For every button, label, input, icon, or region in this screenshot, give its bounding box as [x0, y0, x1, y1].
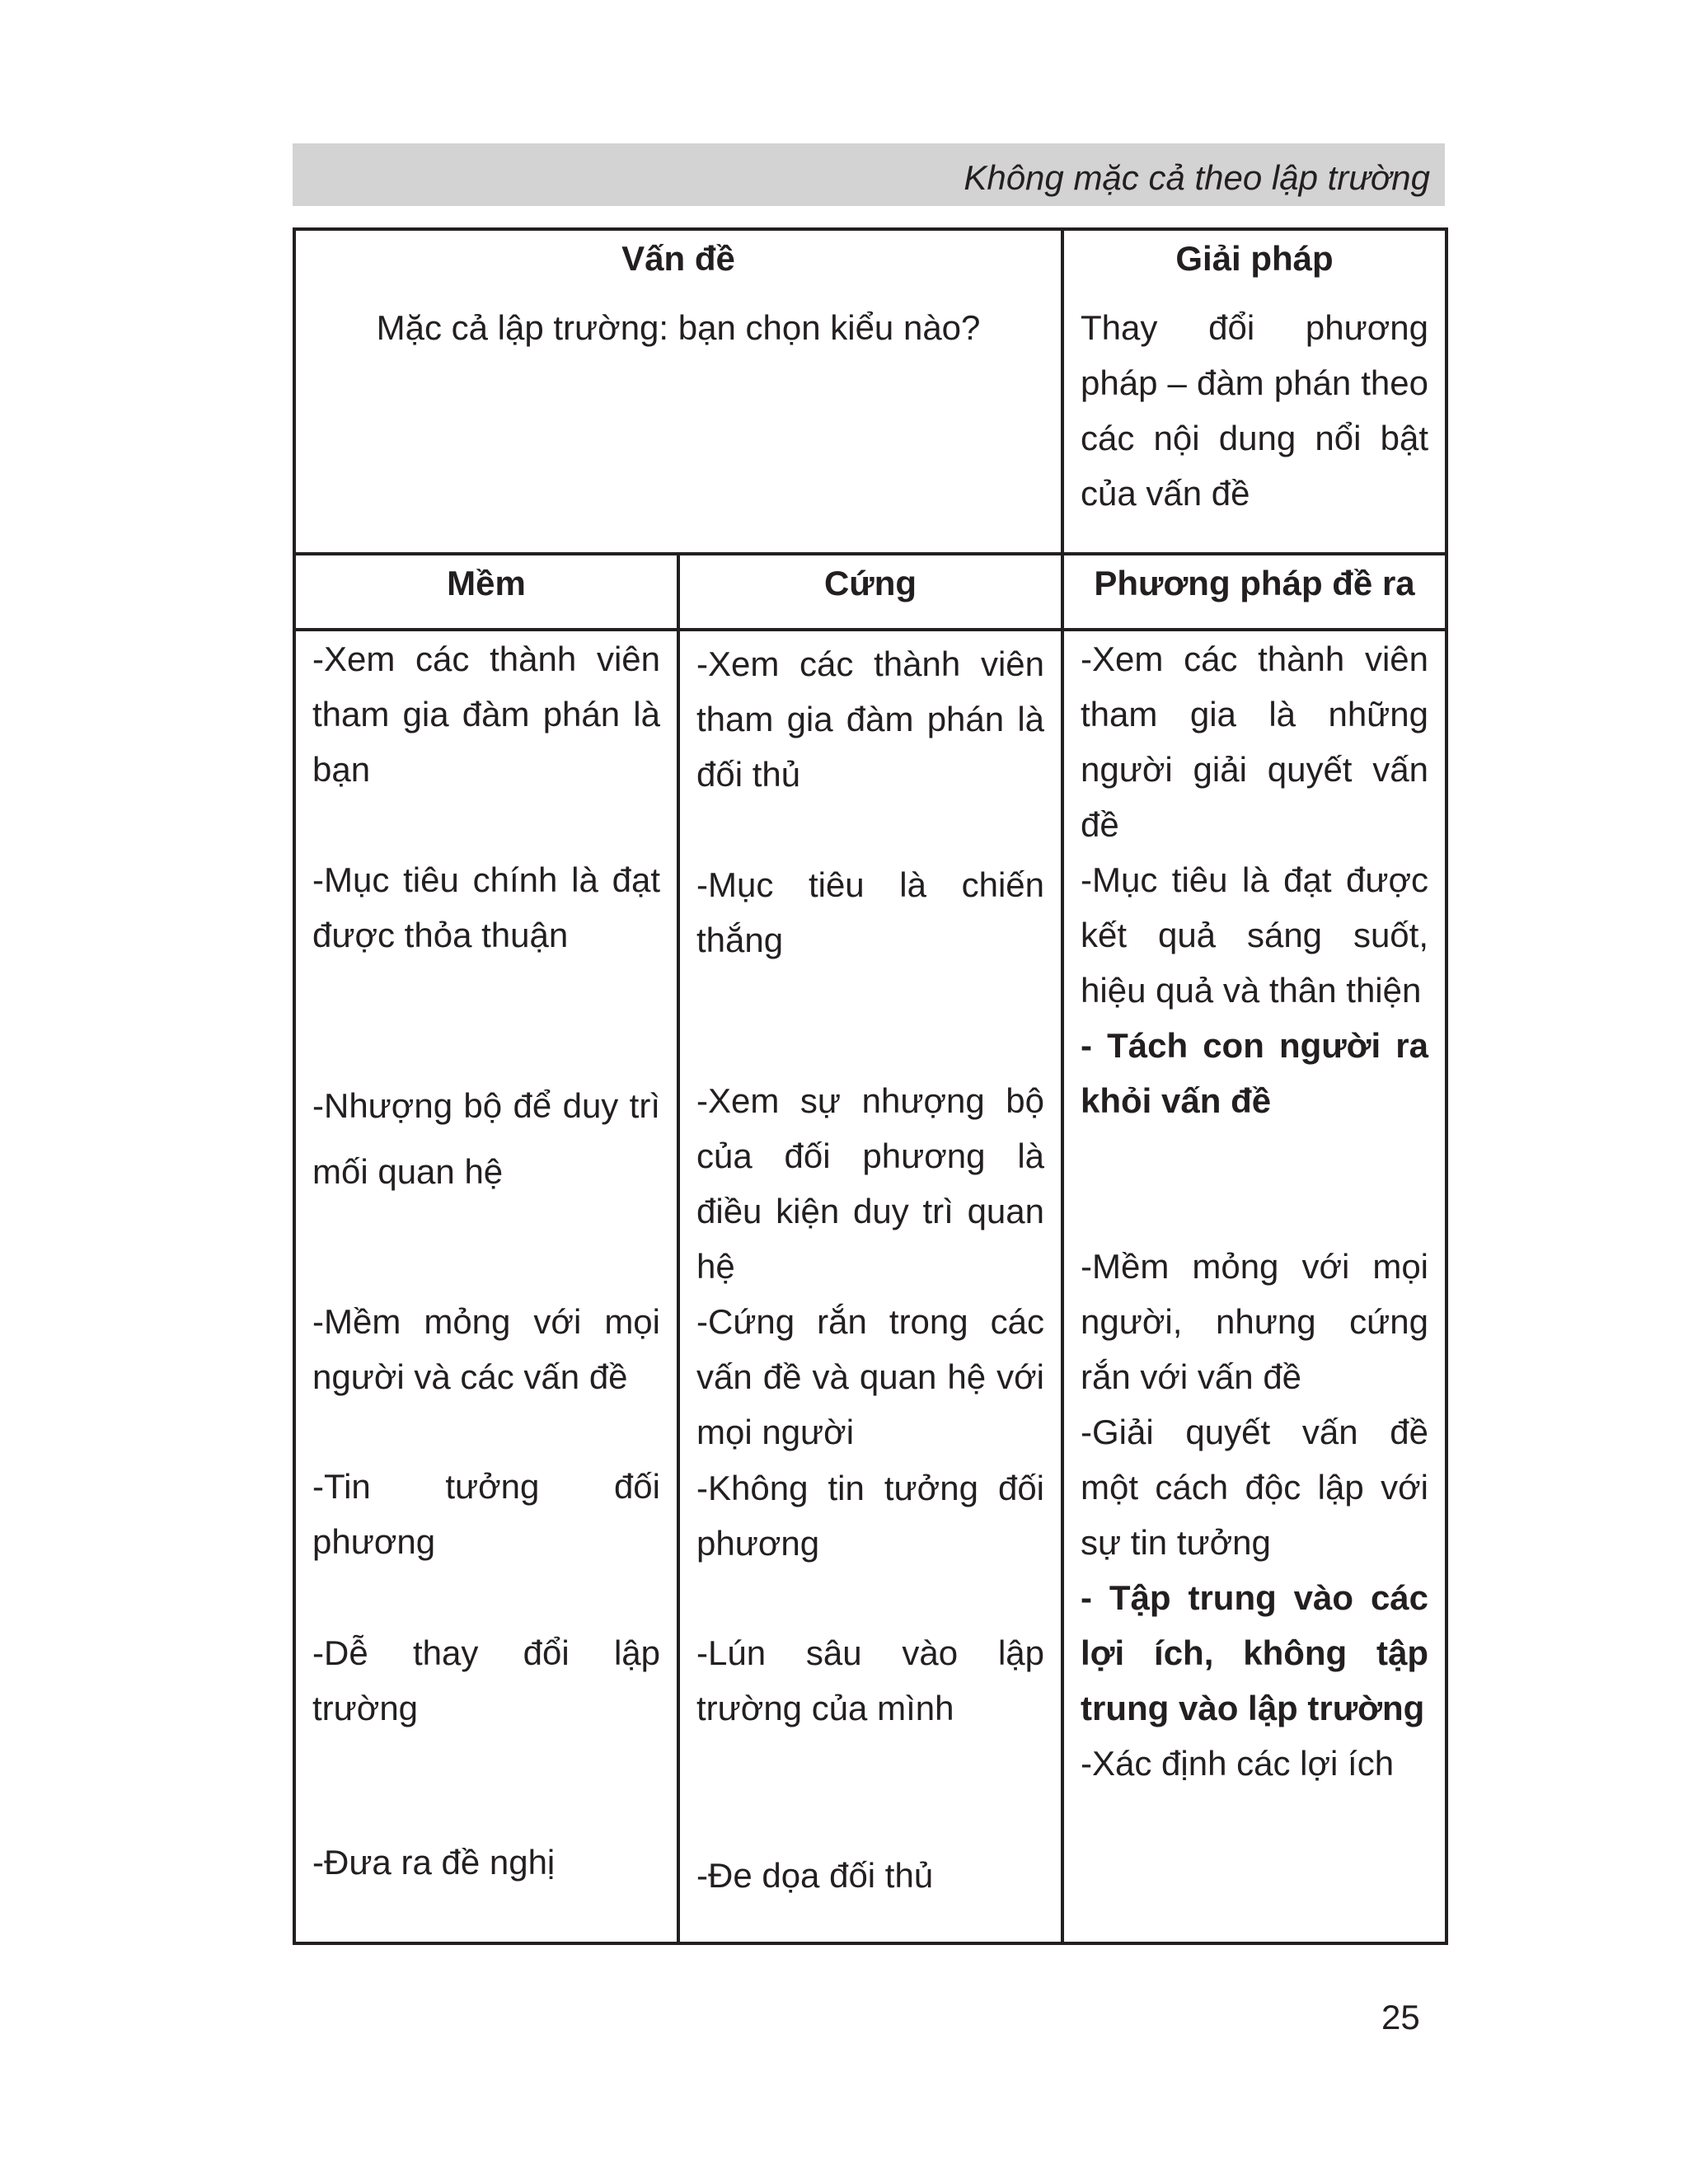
soft-column — [294, 630, 678, 1943]
hard-item: -Không tin tưởng đối phương — [696, 1469, 1045, 1563]
soft-item: -Xem các thành viên tham gia đàm phán là bạn — [312, 640, 660, 789]
column-header-soft: Mềm — [294, 554, 678, 630]
soft-item: -Đưa ra đề nghị — [312, 1843, 556, 1882]
hard-item: -Xem sự nhượng bộ của đối phương là điều kiện duy trì quan hệ — [696, 1081, 1045, 1286]
principled-column — [1062, 630, 1447, 1943]
hard-item: -Cứng rắn trong các vấn đề và quan hệ với mọi người — [696, 1302, 1045, 1451]
principled-item: -Mềm mỏng với mọi người, nhưng cứng rắn với vấn đề — [1081, 1247, 1429, 1396]
problem-text: Mặc cả lập trường: bạn chọn kiểu nào? — [376, 308, 981, 347]
hard-item: -Lún sâu vào lập trường của mình — [696, 1633, 1045, 1727]
principled-item: -Xem các thành viên tham gia là những người giải quyết vấn đề — [1081, 640, 1429, 844]
solution-cell — [1062, 229, 1447, 554]
soft-item: -Mềm mỏng với mọi người và các vấn đề — [312, 1302, 660, 1396]
problem-solution-row — [294, 229, 1447, 554]
column-header-row — [294, 554, 1447, 630]
soft-item: -Mục tiêu chính là đạt được thỏa thuận — [312, 860, 660, 954]
comparison-body-row — [294, 630, 1447, 1943]
running-header-title: Không mặc cả theo lập trường — [964, 158, 1430, 197]
page-number: 25 — [1381, 1998, 1420, 2036]
negotiation-comparison-table — [293, 227, 1448, 1945]
column-header-hard: Cứng — [678, 554, 1062, 630]
running-header-band — [293, 143, 1445, 206]
principled-item: -Giải quyết vấn đề một cách độc lập với sự tin tưởng — [1081, 1413, 1429, 1562]
principled-item: -Xác định các lợi ích — [1081, 1744, 1395, 1783]
problem-title: Vấn đề — [621, 239, 735, 278]
solution-text: Thay đổi phương pháp – đàm phán theo các nội dung nổi bật của vấn đề — [1081, 308, 1429, 513]
soft-item: -Nhượng bộ để duy trì mối quan hệ — [312, 1086, 660, 1191]
hard-item: -Mục tiêu là chiến thắng — [696, 865, 1045, 959]
hard-item: -Đe dọa đối thủ — [696, 1856, 934, 1895]
principled-item: -Mục tiêu là đạt được kết quả sáng suốt, hiệu quả và thân thiện — [1081, 860, 1429, 1010]
principled-item: - Tập trung vào các lợi ích, không tập trung vào lập trường — [1081, 1578, 1429, 1727]
hard-column — [678, 630, 1062, 1943]
solution-title: Giải pháp — [1175, 239, 1334, 278]
problem-cell — [294, 229, 1062, 554]
soft-item: -Dễ thay đổi lập trường — [312, 1633, 660, 1727]
soft-item: -Tin tưởng đối phương — [312, 1467, 660, 1561]
principled-item: - Tách con người ra khỏi vấn đề — [1081, 1026, 1429, 1120]
column-header-principled: Phương pháp đề ra — [1062, 554, 1447, 630]
hard-item: -Xem các thành viên tham gia đàm phán là đối thủ — [696, 644, 1045, 794]
